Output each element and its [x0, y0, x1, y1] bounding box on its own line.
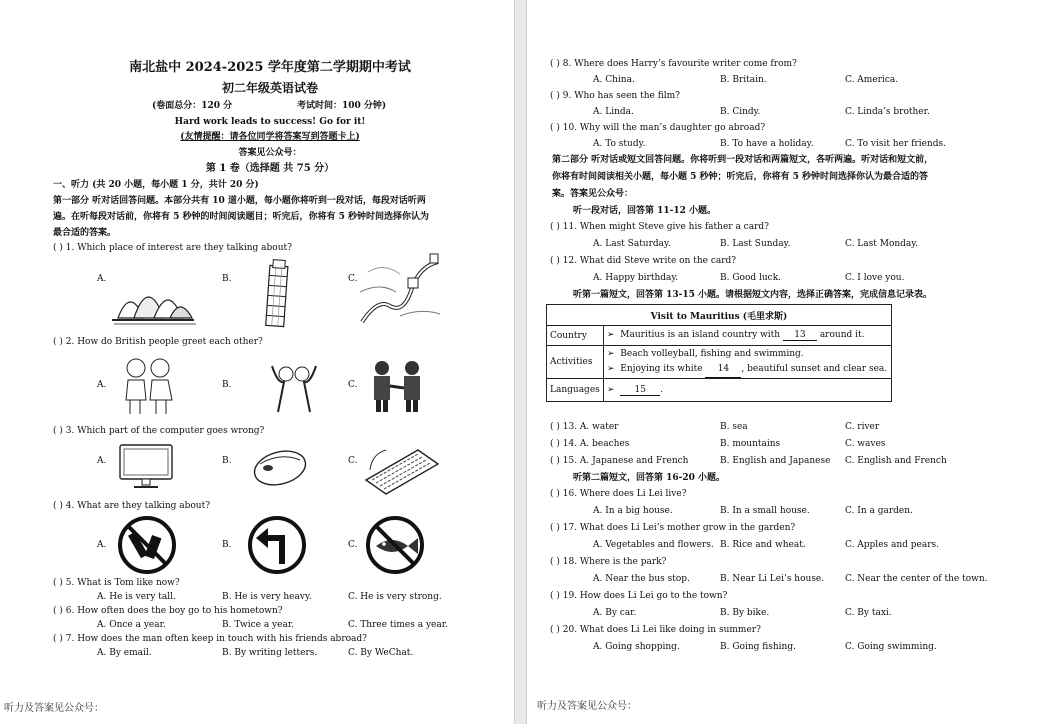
q8-option-a: A. China.	[593, 75, 635, 85]
q19-option-a: A. By car.	[593, 608, 637, 618]
activities-text-post: , beautiful sunset and clear sea.	[741, 363, 888, 374]
q11-option-a: A. Last Saturday.	[593, 239, 671, 249]
q7-option-b: B. By writing letters.	[222, 648, 318, 658]
q6-option-b: B. Twice a year.	[222, 620, 295, 630]
question-6: ( ) 6. How often does the boy go to his hometown?	[53, 606, 283, 616]
q6-option-a: A. Once a year.	[97, 620, 166, 630]
question-11: ( ) 11. When might Steve give his father a card?	[550, 222, 769, 232]
question-10: ( ) 10. Why will the man’s daughter go abroad?	[550, 123, 766, 133]
question-18: ( ) 18. Where is the park?	[550, 557, 667, 567]
country-text-pre: Mauritius is an island country with	[620, 330, 781, 340]
total-score: (卷面总分：120 分	[152, 101, 233, 111]
keyboard-image	[362, 440, 442, 496]
arrow-icon: ➢	[607, 384, 615, 395]
q11-option-b: B. Last Sunday.	[720, 239, 791, 249]
question-3: ( ) 3. Which part of the computer goes wrong?	[53, 426, 265, 436]
languages-text-post: .	[660, 384, 664, 395]
blank-15: 15	[620, 385, 660, 396]
passage1-heading: 听第一篇短文，回答第 13-15 小题。请根据短文内容，选择正确答案，完成信息记录表。	[573, 290, 933, 300]
slogan: Hard work leads to success! Go for it!	[174, 117, 366, 127]
q7-option-c: C. By WeChat.	[348, 648, 414, 658]
row-label-activities: Activities	[547, 346, 604, 379]
option-label-c: C.	[348, 274, 358, 284]
question-13: ( ) 13. A. water	[550, 422, 619, 432]
part2-instructions-line1: 第二部分 听对话或短文回答问题。你将听到一段对话和两篇短文，各听两遍。听对话和短文前，	[552, 155, 934, 165]
question-17: ( ) 17. What does Li Lei’s mother grow in the garden?	[550, 523, 796, 533]
question-15: ( ) 15. A. Japanese and French	[550, 456, 689, 466]
q19-option-b: B. By bike.	[720, 608, 770, 618]
question-5: ( ) 5. What is Tom like now?	[53, 578, 180, 588]
q16-option-c: C. In a garden.	[845, 506, 913, 516]
great-wall-image	[360, 252, 440, 326]
q5-option-c: C. He is very strong.	[348, 592, 442, 602]
question-4: ( ) 4. What are they talking about?	[53, 501, 211, 511]
part1-instructions-line3: 最合适的答案。	[53, 228, 117, 238]
row-label-country: Country	[547, 326, 604, 346]
question-2: ( ) 2. How do British people greet each other?	[53, 337, 263, 347]
q18-option-a: A. Near the bus stop.	[593, 574, 690, 584]
opera-house-image	[108, 268, 198, 326]
q15-option-c: C. English and French	[845, 456, 947, 466]
q14-option-b: B. mountains	[720, 439, 781, 449]
question-12: ( ) 12. What did Steve write on the card?	[550, 256, 737, 266]
q19-option-c: C. By taxi.	[845, 608, 892, 618]
exam-title: 南北盐中 2024-2025 学年度第二学期期中考试	[129, 60, 411, 75]
mouse-image	[250, 444, 310, 490]
arrow-icon: ➢	[607, 330, 615, 340]
q18-option-c: C. Near the center of the town.	[845, 574, 988, 584]
q11-option-c: C. Last Monday.	[845, 239, 919, 249]
exam-subtitle: 初二年级英语试卷	[221, 81, 318, 95]
question-20: ( ) 20. What does Li Lei like doing in summer?	[550, 625, 761, 635]
passage2-heading: 听第二篇短文，回答第 16-20 小题。	[573, 473, 726, 483]
q10-option-b: B. To have a holiday.	[720, 139, 814, 149]
left-page	[0, 0, 514, 724]
bowing-greeting-image	[264, 354, 324, 414]
dialog-heading: 听一段对话，回答第 11-12 小题。	[573, 206, 717, 216]
q20-option-a: A. Going shopping.	[593, 642, 680, 652]
q8-option-c: C. America.	[845, 75, 899, 85]
part2-instructions-line3: 案。答案见公众号：	[552, 189, 634, 199]
q5-option-b: B. He is very heavy.	[222, 592, 312, 602]
option-label-c: C.	[348, 540, 358, 550]
q17-option-a: A. Vegetables and flowers.	[593, 540, 714, 550]
row-country	[604, 326, 892, 346]
right-footer: 听力及答案见公众号：	[537, 701, 637, 712]
q9-option-b: B. Cindy.	[720, 107, 761, 117]
question-9: ( ) 9. Who has seen the film?	[550, 91, 680, 101]
country-text-post: around it.	[819, 330, 865, 340]
part1-instructions-line2: 遍。在听每段对话前，你将有 5 秒钟的时间阅读题目；听完后，你将有 5 秒钟时间选择你认为	[53, 212, 430, 222]
question-16: ( ) 16. Where does Li Lei live?	[550, 489, 687, 499]
handshake-greeting-image	[368, 358, 428, 414]
part2-instructions-line2: 你将有时间阅读相关小题，每小题 5 秒钟；听完后，你将有 5 秒钟时间选择你认为最合适的答	[552, 172, 929, 182]
exam-time: 考试时间：100 分钟)	[297, 101, 387, 111]
blank-14: 14	[705, 362, 741, 378]
volume-heading: 第 1 卷（选择题 共 75 分）	[205, 163, 335, 174]
row-activities	[604, 346, 892, 379]
arrow-icon: ➢	[607, 348, 615, 359]
question-14: ( ) 14. A. beaches	[550, 439, 630, 449]
q16-option-a: A. In a big house.	[593, 506, 673, 516]
friendly-tip: (友情提醒：请各位同学将答案写到答题卡上)	[180, 132, 360, 142]
leaning-tower-image	[262, 258, 292, 328]
option-label-a: A.	[97, 540, 107, 550]
no-smoking-drinking-sign	[116, 514, 178, 576]
option-label-b: B.	[222, 380, 232, 390]
part1-instructions-line1: 第一部分 听对话回答问题。本部分共有 10 道小题，每小题你将听到一段对话，每段对话听两	[53, 196, 426, 206]
q20-option-b: B. Going fishing.	[720, 642, 796, 652]
blank-13: 13	[783, 330, 817, 341]
option-label-b: B.	[222, 540, 232, 550]
q7-option-a: A. By email.	[97, 648, 152, 658]
page-gutter	[514, 0, 527, 724]
arrow-icon: ➢	[607, 363, 615, 374]
option-label-c: C.	[348, 456, 358, 466]
activities-line1: Beach volleyball, fishing and swimming.	[620, 348, 804, 359]
q6-option-c: C. Three times a year.	[348, 620, 448, 630]
question-7: ( ) 7. How does the man often keep in touch with his friends abroad?	[53, 634, 367, 644]
q12-option-a: A. Happy birthday.	[593, 273, 679, 283]
option-label-b: B.	[222, 456, 232, 466]
no-left-turn-sign	[246, 514, 308, 576]
q9-option-c: C. Linda’s brother.	[845, 107, 930, 117]
activities-text-pre: Enjoying its white	[620, 363, 703, 374]
q9-option-a: A. Linda.	[593, 107, 634, 117]
question-8: ( ) 8. Where does Harry’s favourite writer come from?	[550, 59, 797, 69]
left-footer: 听力及答案见公众号：	[4, 703, 104, 714]
q14-option-c: C. waves	[845, 439, 886, 449]
row-label-languages: Languages	[547, 379, 604, 402]
q10-option-c: C. To visit her friends.	[845, 139, 946, 149]
option-label-a: A.	[97, 380, 107, 390]
q18-option-b: B. Near Li Lei’s house.	[720, 574, 825, 584]
question-1: ( ) 1. Which place of interest are they talking about?	[53, 243, 292, 253]
q12-option-b: B. Good luck.	[720, 273, 782, 283]
option-label-c: C.	[348, 380, 358, 390]
option-label-a: A.	[97, 274, 107, 284]
q10-option-a: A. To study.	[593, 139, 646, 149]
q16-option-b: B. In a small house.	[720, 506, 810, 516]
q17-option-b: B. Rice and wheat.	[720, 540, 806, 550]
q5-option-a: A. He is very tall.	[97, 592, 176, 602]
option-label-a: A.	[97, 456, 107, 466]
q13-option-c: C. river	[845, 422, 880, 432]
monitor-image	[118, 443, 174, 491]
option-label-b: B.	[222, 274, 232, 284]
answer-note: 答案见公众号：	[238, 148, 302, 158]
no-fishing-sign	[364, 514, 426, 576]
kiss-greeting-image	[118, 354, 180, 416]
section-heading: 一、听力 (共 20 小题，每小题 1 分，共计 20 分)	[53, 180, 259, 190]
right-page	[527, 0, 1041, 724]
q17-option-c: C. Apples and pears.	[845, 540, 940, 550]
q13-option-b: B. sea	[720, 422, 748, 432]
q15-option-b: B. English and Japanese	[720, 456, 831, 466]
question-19: ( ) 19. How does Li Lei go to the town?	[550, 591, 728, 601]
table-title: Visit to Mauritius (毛里求斯)	[547, 305, 892, 326]
info-record-table	[546, 304, 892, 402]
q20-option-c: C. Going swimming.	[845, 642, 937, 652]
q12-option-c: C. I love you.	[845, 273, 905, 283]
q8-option-b: B. Britain.	[720, 75, 767, 85]
row-languages	[604, 379, 892, 402]
